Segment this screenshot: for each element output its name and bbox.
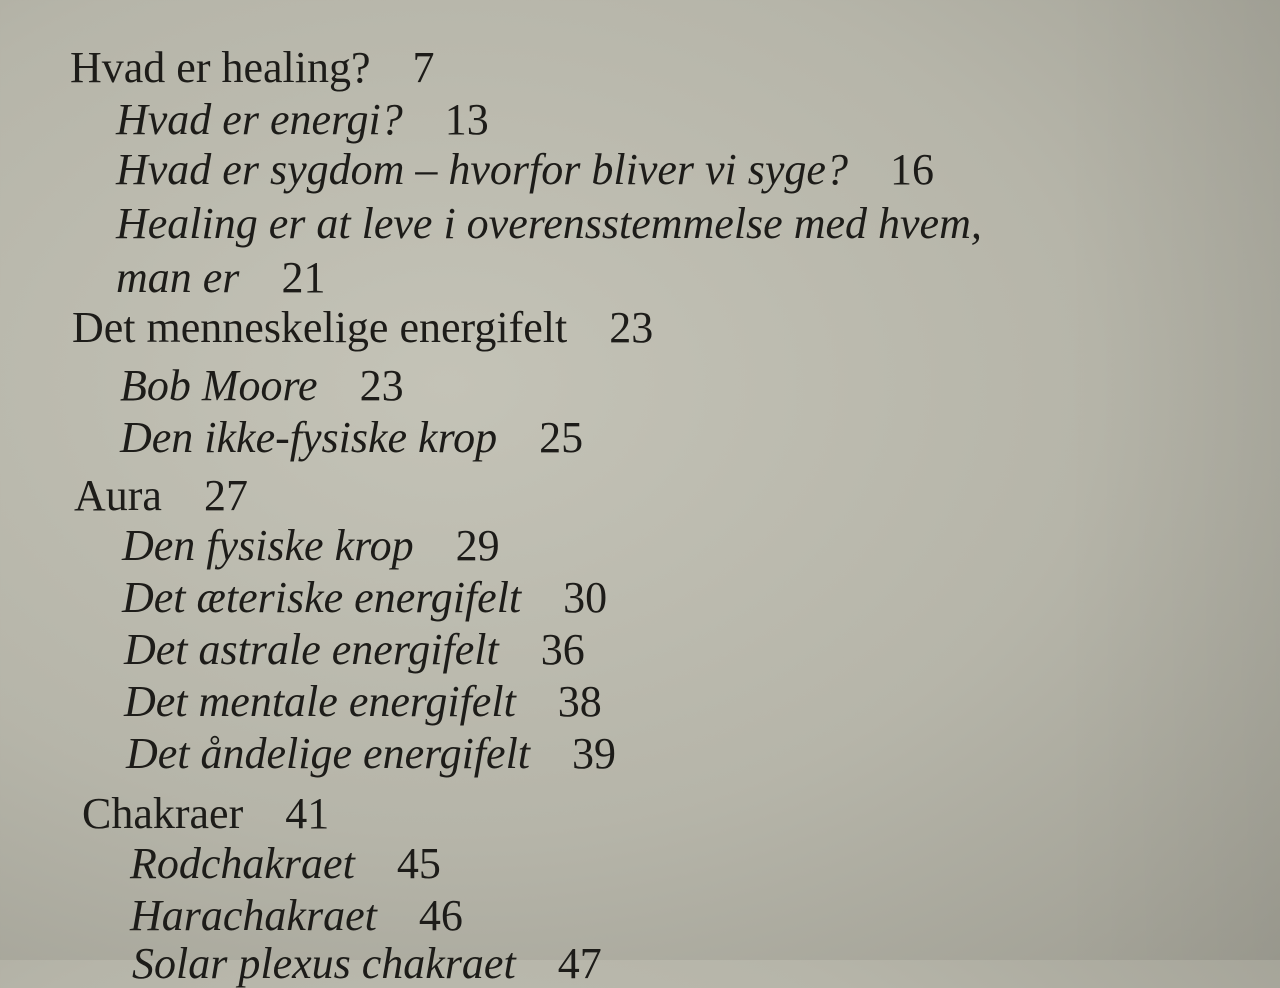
toc-entry-page: 16 xyxy=(889,145,934,194)
toc-entry xyxy=(82,789,330,838)
toc-entry xyxy=(122,521,500,570)
toc-entry-page: 38 xyxy=(557,677,602,726)
toc-entry xyxy=(116,199,982,248)
toc-entry-page: 47 xyxy=(557,939,602,988)
toc-entry-page: 23 xyxy=(359,361,404,410)
toc-entry-page: 7 xyxy=(412,43,435,92)
toc-entry-title: Det æteriske energifelt xyxy=(122,573,522,622)
toc-entry xyxy=(72,303,654,352)
toc-entry xyxy=(122,573,608,622)
toc-entry-page: 29 xyxy=(455,521,500,570)
toc-entry xyxy=(116,253,326,302)
toc-entry-title: man er xyxy=(116,253,240,302)
toc-entry-page: 13 xyxy=(444,95,489,144)
toc-entry-page: 21 xyxy=(281,253,326,302)
toc-entry-title: Det mentale energifelt xyxy=(124,677,516,726)
toc-entry xyxy=(116,95,489,144)
toc-entry-page: 30 xyxy=(563,573,608,622)
toc-entry xyxy=(126,729,617,778)
toc-entry-page: 45 xyxy=(396,839,441,888)
toc-entry-title: Hvad er energi? xyxy=(116,95,403,144)
page-shading xyxy=(1060,0,1280,960)
toc-entry xyxy=(116,145,934,194)
toc-entry-title: Det astrale energifelt xyxy=(124,625,499,674)
toc-entry-title: Rodchakraet xyxy=(130,839,355,888)
toc-entry-page: 39 xyxy=(572,729,617,778)
toc-entry-title: Bob Moore xyxy=(120,361,318,410)
toc-entry-title: Det menneskelige energifelt xyxy=(72,303,568,352)
toc-entry-title: Hvad er healing? xyxy=(70,43,371,92)
toc-entry-title: Harachakraet xyxy=(130,891,377,940)
toc-entry xyxy=(130,891,463,940)
toc-entry-page: 23 xyxy=(609,303,654,352)
toc-entry-page: 46 xyxy=(418,891,463,940)
toc-entry xyxy=(74,471,248,520)
toc-entry-title: Chakraer xyxy=(82,789,244,838)
toc-entry-title: Aura xyxy=(74,471,162,520)
toc-entry xyxy=(120,413,584,462)
toc-entry xyxy=(124,625,585,674)
toc-entry xyxy=(70,43,435,92)
toc-entry-title: Det åndelige energifelt xyxy=(126,729,531,778)
toc-entry xyxy=(132,939,602,988)
toc-entry-page: 36 xyxy=(540,625,585,674)
toc-entry-page: 41 xyxy=(285,789,330,838)
toc-entry-title: Den ikke-fysiske krop xyxy=(120,413,498,462)
toc-entry-title: Hvad er sygdom – hvorfor bliver vi syge? xyxy=(116,145,848,194)
toc-entry xyxy=(124,677,602,726)
toc-entry-title: Healing er at leve i overensstemmelse med hvem, xyxy=(116,199,982,248)
toc-entry-page: 25 xyxy=(539,413,584,462)
toc-entry-title: Den fysiske krop xyxy=(122,521,414,570)
toc-entry-page: 27 xyxy=(203,471,248,520)
toc-entry xyxy=(130,839,441,888)
toc-entry-title: Solar plexus chakraet xyxy=(132,939,516,988)
toc-entry xyxy=(120,361,404,410)
